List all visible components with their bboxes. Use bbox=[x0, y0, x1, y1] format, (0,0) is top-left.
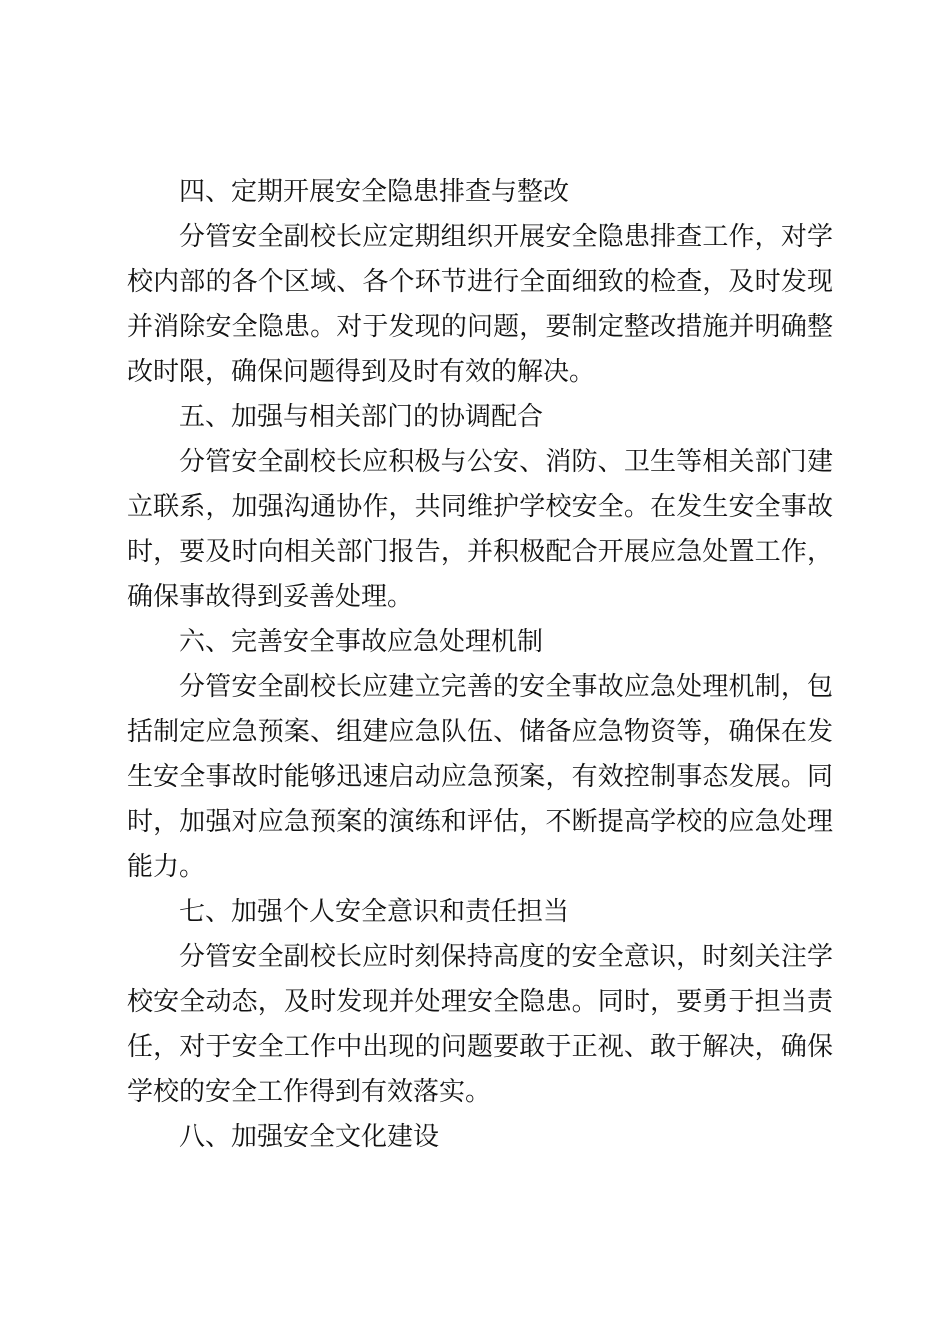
section-heading-6: 六、完善安全事故应急处理机制 bbox=[179, 627, 544, 657]
section-heading-5: 五、加强与相关部门的协调配合 bbox=[179, 402, 544, 432]
section-paragraph-6: 分管安全副校长应建立完善的安全事故应急处理机制，包括制定应急预案、组建应急队伍、储备应急物资等，确保在发生安全事故时能够迅速启动应急预案，有效控制事态发展。同时，加强对应急预案的演练和评估，不断提高学校的应急处理能力。 bbox=[127, 672, 833, 882]
section-heading-7: 七、加强个人安全意识和责任担当 bbox=[179, 897, 570, 927]
document-body bbox=[127, 170, 833, 1160]
section-paragraph-5: 分管安全副校长应积极与公安、消防、卫生等相关部门建立联系，加强沟通协作，共同维护学校安全。在发生安全事故时，要及时向相关部门报告，并积极配合开展应急处置工作，确保事故得到妥善处理。 bbox=[127, 447, 833, 612]
section-paragraph-7: 分管安全副校长应时刻保持高度的安全意识，时刻关注学校安全动态，及时发现并处理安全隐患。同时，要勇于担当责任，对于安全工作中出现的问题要敢于正视、敢于解决，确保学校的安全工作得到有效落实。 bbox=[127, 942, 833, 1107]
section-heading-8: 八、加强安全文化建设 bbox=[179, 1122, 440, 1152]
section-heading-4: 四、定期开展安全隐患排查与整改 bbox=[179, 177, 570, 207]
section-paragraph-4: 分管安全副校长应定期组织开展安全隐患排查工作，对学校内部的各个区域、各个环节进行全面细致的检查，及时发现并消除安全隐患。对于发现的问题，要制定整改措施并明确整改时限，确保问题得到及时有效的解决。 bbox=[127, 222, 833, 387]
